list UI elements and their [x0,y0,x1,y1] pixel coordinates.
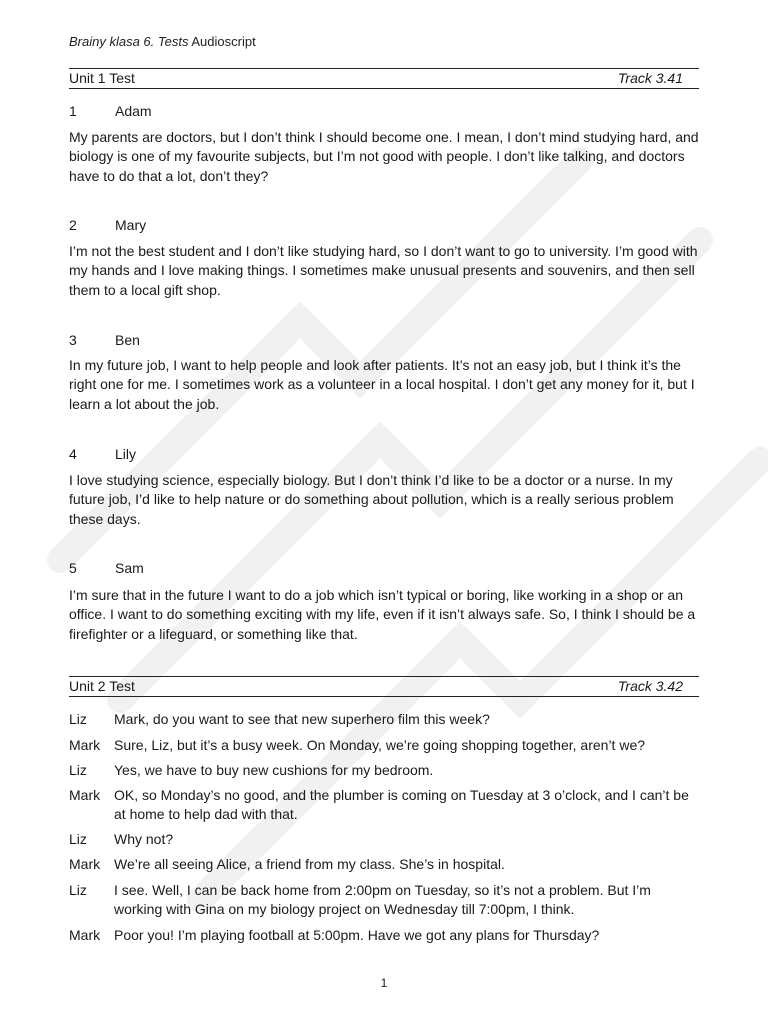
speaker-name: Ben [115,332,140,348]
dialogue-line: Sure, Liz, but it’s a busy week. On Monday, we’re going shopping together, aren’t we? [114,737,646,753]
speaker-heading [69,445,699,464]
dialogue-row [69,855,699,874]
dialogue-line: Why not? [114,831,174,847]
running-header [69,34,256,49]
page-number: 1 [380,976,388,990]
unit1-title: Unit 1 Test [69,70,135,86]
speaker-monologue: I’m not the best student and I don’t like studying hard, so I don’t want to go to university. I’m good with my hands and I love making things. I sometimes make unusual presents and souvenirs, and then sell them to a local gift shop. [69,243,698,298]
dialogue-speaker: Mark [69,787,101,803]
speaker-name: Sam [115,560,144,576]
speaker-name: Mary [115,217,147,233]
dialogue-row [69,881,699,919]
speaker-heading [69,559,699,578]
dialogue-row [69,786,699,824]
speaker-number: 1 [69,103,77,119]
dialogue-line: OK, so Monday’s no good, and the plumber is coming on Tuesday at 3 o’clock, and I can’t be at home to help dad with that. [114,787,689,822]
unit2-title: Unit 2 Test [69,678,135,694]
speaker-monologue: I love studying science, especially biology. But I don’t think I’d like to be a doctor or a nurse. In my future job, I’d like to help nature or do something about pollution, which is a really serious problem these days. [69,472,674,527]
speaker-monologue: My parents are doctors, but I don’t think I should become one. I mean, I don’t mind studying hard, and biology is one of my favourite subjects, but I’m not good with people. I don’t like talking, and doctors have to do that a lot, don’t they? [69,129,699,184]
speaker-number: 3 [69,332,77,348]
dialogue-speaker: Mark [69,927,101,943]
dialogue-speaker: Liz [69,762,87,778]
dialogue-line: I see. Well, I can be back home from 2:00pm on Tuesday, so it’s not a problem. But I’m working with Gina on my biology project on Wednesday till 7:00pm, I think. [114,882,651,917]
unit2-heading-bar [69,676,699,697]
section-title: Audioscript [191,34,256,49]
dialogue-row [69,830,699,849]
speaker-monologue: I’m sure that in the future I want to do a job which isn’t typical or boring, like working in a shop or an office. I want to do something exciting with my life, even if it isn’t always safe. So, I think I should be a firefighter or a lifeguard, or something like that. [69,587,696,642]
dialogue-speaker: Mark [69,737,101,753]
dialogue-line: Poor you! I’m playing football at 5:00pm. Have we got any plans for Thursday? [114,927,600,943]
book-title: Brainy klasa 6. Tests [69,34,189,49]
unit1-track: Track 3.41 [617,70,683,86]
dialogue-line: Yes, we have to buy new cushions for my bedroom. [114,762,434,778]
speaker-monologue: In my future job, I want to help people and look after patients. It’s not an easy job, but I think it’s the right one for me. I sometimes work as a volunteer in a local hospital. I don’t get any money for it, but I learn a lot about the job. [69,357,695,412]
speaker-number: 4 [69,446,77,462]
dialogue-speaker: Liz [69,711,87,727]
speaker-heading [69,102,699,121]
dialogue-speaker: Liz [69,882,87,898]
speaker-heading [69,331,699,350]
unit1-heading-bar [69,68,699,89]
dialogue-row [69,710,699,729]
dialogue-line: We’re all seeing Alice, a friend from my class. She’s in hospital. [114,856,505,872]
speaker-name: Adam [115,103,152,119]
dialogue-line: Mark, do you want to see that new superhero film this week? [114,711,490,727]
dialogue-row [69,736,699,755]
speaker-name: Lily [115,446,137,462]
unit2-track: Track 3.42 [617,678,683,694]
dialogue-row [69,761,699,780]
dialogue-speaker: Mark [69,856,101,872]
speaker-number: 2 [69,217,77,233]
speaker-heading [69,216,699,235]
speaker-number: 5 [69,560,77,576]
dialogue-speaker: Liz [69,831,87,847]
dialogue-row [69,926,699,945]
